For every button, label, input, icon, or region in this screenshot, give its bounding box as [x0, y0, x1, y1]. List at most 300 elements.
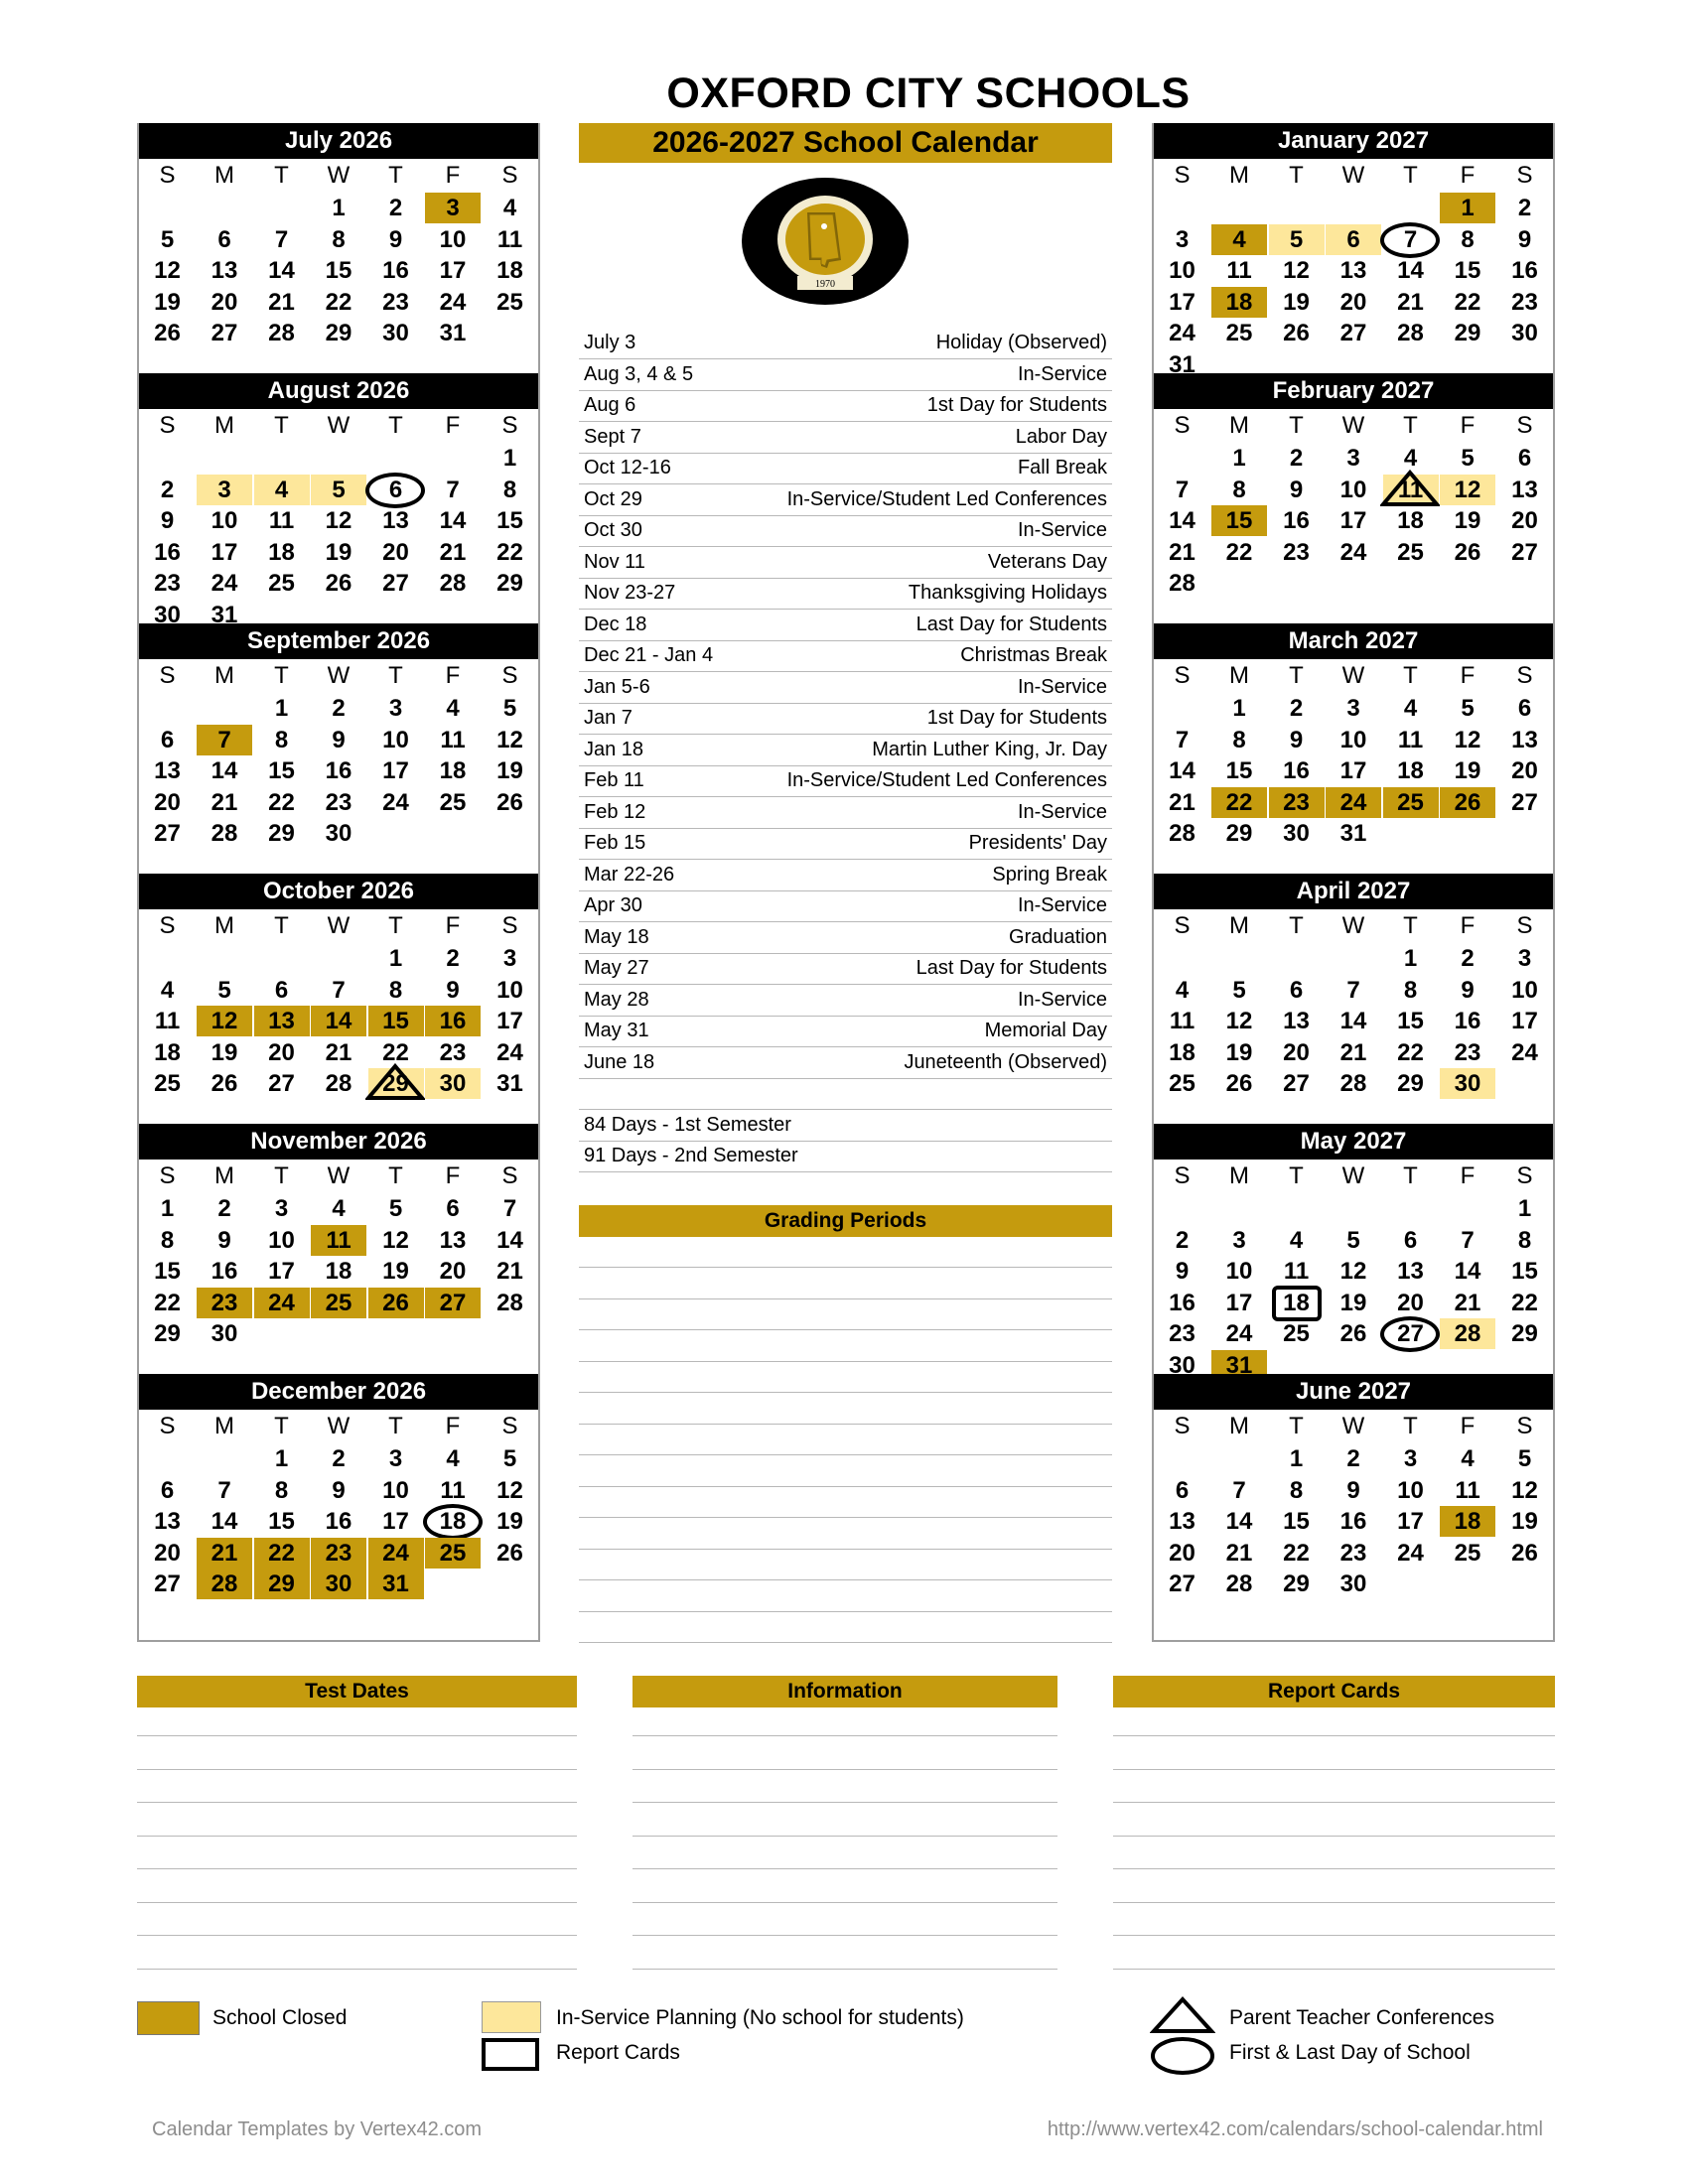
- day-number: 16: [1339, 1508, 1367, 1535]
- day-number: 30: [325, 820, 352, 847]
- calendar-day: [1383, 1475, 1439, 1506]
- calendar-day: [1211, 1569, 1267, 1599]
- day-number: 17: [1169, 288, 1196, 316]
- grading-period-line: [579, 1611, 1112, 1612]
- calendar-day: [254, 1193, 310, 1224]
- day-number: 30: [1283, 820, 1310, 847]
- day-number: 9: [160, 507, 175, 534]
- weekday-label: S: [501, 1413, 518, 1439]
- day-number: 24: [1339, 788, 1367, 816]
- calendar-day: [1497, 475, 1553, 505]
- weekday-label: W: [1341, 162, 1365, 189]
- day-number: 4: [332, 1195, 346, 1222]
- calendar-day: [483, 443, 538, 474]
- calendar-day: [254, 475, 310, 505]
- day-number: 27: [154, 1570, 181, 1597]
- day-number: 12: [1454, 726, 1481, 753]
- weekday-label: T: [1289, 662, 1304, 689]
- day-number: 20: [154, 1539, 181, 1567]
- day-number: 26: [1225, 1070, 1253, 1097]
- day-number: 17: [1511, 1008, 1538, 1034]
- month-header: March 2027: [1154, 623, 1553, 659]
- calendar-day: [1497, 255, 1553, 286]
- calendar-day: [311, 224, 366, 255]
- calendar-day: [311, 1506, 366, 1537]
- weekday-label: T: [1403, 162, 1418, 189]
- day-number: 30: [1169, 1351, 1196, 1379]
- calendar-day: [1269, 475, 1325, 505]
- calendar-day: [140, 1068, 196, 1099]
- event-date: Jan 18: [584, 738, 644, 760]
- day-number: 22: [496, 538, 523, 566]
- day-number: 1: [332, 195, 346, 221]
- day-number: 25: [496, 288, 523, 316]
- weekday-label: S: [159, 1162, 176, 1189]
- calendar-day: [1211, 725, 1267, 755]
- calendar-day: [1497, 1037, 1553, 1068]
- calendar-day: [1497, 1288, 1553, 1318]
- weekday-label: T: [1289, 1162, 1304, 1189]
- day-number: 14: [325, 1008, 352, 1034]
- day-number: 15: [325, 257, 352, 284]
- event-description: In-Service: [1017, 362, 1107, 385]
- day-number: 27: [1169, 1570, 1196, 1597]
- weekday-label: M: [1229, 162, 1249, 189]
- day-number: 19: [1454, 507, 1481, 534]
- calendar-day: [1440, 505, 1495, 536]
- calendar-day: [311, 1006, 366, 1036]
- legend-ptc-label: Parent Teacher Conferences: [1229, 2006, 1494, 2029]
- weekday-label: S: [1516, 662, 1533, 689]
- calendar-day: [140, 1256, 196, 1287]
- event-description: Presidents' Day: [968, 832, 1107, 854]
- weekday-label: T: [388, 412, 403, 439]
- calendar-day: [197, 1538, 252, 1569]
- day-number: 9: [332, 1476, 346, 1504]
- event-description: Martin Luther King, Jr. Day: [872, 738, 1107, 760]
- day-number: 26: [1511, 1539, 1538, 1567]
- weekday-label: T: [1289, 162, 1304, 189]
- calendar-day: [1326, 1037, 1381, 1068]
- event-description: In-Service: [1017, 800, 1107, 823]
- day-number: 29: [496, 570, 523, 597]
- calendar-day: [197, 1288, 252, 1318]
- day-number: 11: [440, 1476, 466, 1504]
- calendar-day: [1155, 1006, 1210, 1036]
- day-number: 25: [154, 1070, 181, 1097]
- calendar-day: [1326, 1318, 1381, 1349]
- weekday-label: T: [388, 912, 403, 939]
- day-number: 19: [1511, 1508, 1538, 1535]
- event-date: May 28: [584, 988, 649, 1011]
- calendar-day: [1269, 255, 1325, 286]
- day-number: 7: [1232, 1476, 1246, 1504]
- weekday-label: S: [501, 662, 518, 689]
- day-number: 19: [154, 288, 181, 316]
- day-number: 7: [274, 225, 289, 253]
- event-row: [579, 953, 1112, 985]
- event-date: July 3: [584, 332, 636, 353]
- calendar-day: [1440, 1037, 1495, 1068]
- day-number: 26: [496, 1539, 523, 1567]
- day-number: 15: [382, 1008, 409, 1034]
- report-cards-header: Report Cards: [1113, 1676, 1555, 1707]
- footer-url[interactable]: http://www.vertex42.com/calendars/school-calendar.html: [1047, 2118, 1543, 2140]
- day-number: 14: [1169, 757, 1196, 784]
- day-number: 6: [160, 1476, 175, 1504]
- day-number: 29: [1283, 1570, 1310, 1597]
- calendar-day: [1383, 318, 1439, 348]
- calendar-day: [311, 1225, 366, 1256]
- calendar-day: [1211, 1256, 1267, 1287]
- calendar-day: [483, 755, 538, 786]
- day-number: 1: [274, 1445, 289, 1472]
- event-row: [579, 1047, 1112, 1079]
- day-number: 8: [1403, 976, 1418, 1004]
- calendar-day: [1497, 1256, 1553, 1287]
- calendar-day: [1269, 1068, 1325, 1099]
- day-number: 17: [382, 757, 409, 784]
- day-number: 18: [325, 1258, 352, 1285]
- calendar-day: [1383, 1256, 1439, 1287]
- day-number: 30: [325, 1570, 352, 1597]
- day-number: 12: [496, 1476, 523, 1504]
- calendar-day: [1155, 818, 1210, 849]
- day-number: 14: [1397, 257, 1424, 284]
- weekday-label: T: [1403, 1413, 1418, 1439]
- calendar-day: [425, 1193, 481, 1224]
- calendar-day: [1155, 787, 1210, 818]
- calendar-day: [140, 224, 196, 255]
- day-number: 11: [1455, 1476, 1480, 1504]
- day-number: 16: [439, 1008, 467, 1034]
- calendar-day: [1211, 318, 1267, 348]
- day-number: 31: [496, 1070, 523, 1097]
- day-number: 3: [1346, 445, 1360, 472]
- day-number: 22: [268, 788, 295, 816]
- calendar-day: [1440, 975, 1495, 1006]
- day-number: 21: [211, 1539, 238, 1567]
- calendar-day: [1269, 287, 1325, 318]
- day-number: 13: [1339, 257, 1367, 284]
- day-number: 7: [217, 1476, 231, 1504]
- day-number: 7: [502, 1195, 517, 1222]
- weekday-label: M: [214, 412, 234, 439]
- event-date: Apr 30: [584, 894, 642, 916]
- day-number: 26: [154, 320, 181, 346]
- weekday-label: W: [327, 1413, 351, 1439]
- calendar-day: [254, 537, 310, 568]
- day-number: 5: [160, 225, 175, 253]
- calendar-day: [1211, 693, 1267, 724]
- calendar-day: [1269, 443, 1325, 474]
- event-row: [579, 640, 1112, 672]
- calendar-day: [254, 818, 310, 849]
- day-number: 21: [496, 1258, 523, 1285]
- day-number: 25: [325, 1289, 352, 1316]
- calendar-day: [368, 1256, 424, 1287]
- calendar-day: [197, 537, 252, 568]
- calendar-day: [1211, 1318, 1267, 1349]
- day-number: 25: [1397, 788, 1424, 816]
- calendar-day: [483, 1288, 538, 1318]
- event-date: Oct 29: [584, 487, 642, 510]
- grading-period-line: [579, 1329, 1112, 1330]
- section-line: [137, 1769, 577, 1770]
- day-number: 9: [388, 225, 403, 253]
- event-description: Fall Break: [1017, 457, 1107, 478]
- day-number: 20: [1511, 507, 1538, 534]
- day-number: 14: [268, 257, 295, 284]
- calendar-day: [254, 1443, 310, 1474]
- legend-school-closed-label: School Closed: [212, 2006, 348, 2029]
- calendar-day: [1326, 693, 1381, 724]
- day-number: 24: [382, 788, 409, 816]
- calendar-day: [368, 787, 424, 818]
- day-number: 6: [1517, 445, 1532, 472]
- day-number: 13: [1283, 1008, 1310, 1034]
- event-date: Mar 22-26: [584, 863, 675, 886]
- day-number: 31: [1169, 350, 1196, 378]
- event-date: 91 Days - 2nd Semester: [584, 1145, 798, 1166]
- day-number: 15: [1225, 507, 1253, 534]
- calendar-day: [197, 725, 252, 755]
- calendar-day: [1497, 787, 1553, 818]
- weekday-label: T: [1289, 912, 1304, 939]
- calendar-day: [1383, 505, 1439, 536]
- calendar-day: [368, 725, 424, 755]
- day-number: 12: [1225, 1008, 1253, 1034]
- day-number: 7: [217, 726, 231, 753]
- day-number: 8: [274, 1476, 289, 1504]
- calendar-day: [1269, 755, 1325, 786]
- calendar-day: [254, 1288, 310, 1318]
- calendar-day: [1440, 755, 1495, 786]
- calendar-day: [254, 755, 310, 786]
- calendar-day: [140, 1006, 196, 1036]
- calendar-day: [1497, 1318, 1553, 1349]
- calendar-day: [1211, 755, 1267, 786]
- calendar-day: [1383, 1538, 1439, 1569]
- event-date: Dec 18: [584, 613, 647, 635]
- day-number: 17: [1225, 1289, 1253, 1316]
- calendar-day: [1497, 755, 1553, 786]
- calendar-day: [1326, 1068, 1381, 1099]
- calendar-day: [483, 255, 538, 286]
- calendar-day: [311, 693, 366, 724]
- day-number: 6: [1517, 695, 1532, 722]
- weekday-label: S: [1174, 912, 1191, 939]
- calendar-day: [368, 1538, 424, 1569]
- day-number: 29: [382, 1070, 409, 1097]
- calendar-day: [197, 318, 252, 348]
- day-number: 7: [1346, 976, 1360, 1004]
- calendar-day: [197, 1318, 252, 1349]
- event-row: [579, 890, 1112, 922]
- calendar-day: [254, 568, 310, 599]
- calendar-day: [1497, 975, 1553, 1006]
- day-number: 7: [446, 476, 460, 503]
- day-number: 25: [1283, 1320, 1310, 1347]
- day-number: 3: [217, 476, 231, 503]
- calendar-day: [254, 318, 310, 348]
- calendar-day: [1211, 1225, 1267, 1256]
- day-number: 29: [1225, 820, 1253, 847]
- weekday-label: M: [214, 1162, 234, 1189]
- day-number: 31: [1225, 1351, 1253, 1379]
- calendar-day: [140, 568, 196, 599]
- day-number: 26: [211, 1070, 238, 1097]
- day-number: 1: [1403, 945, 1418, 972]
- calendar-day: [368, 1443, 424, 1474]
- calendar-day: [1155, 255, 1210, 286]
- weekday-label: T: [1403, 912, 1418, 939]
- calendar-day: [1383, 1288, 1439, 1318]
- event-date: Jan 7: [584, 707, 633, 729]
- calendar-day: [1440, 725, 1495, 755]
- day-number: 7: [1175, 726, 1190, 753]
- weekday-label: F: [445, 1162, 461, 1189]
- calendar-day: [368, 1193, 424, 1224]
- calendar-day: [368, 1006, 424, 1036]
- calendar-day: [254, 255, 310, 286]
- calendar-day: [425, 193, 481, 223]
- day-number: 5: [217, 976, 231, 1004]
- day-number: 22: [382, 1038, 409, 1066]
- calendar-day: [1269, 1006, 1325, 1036]
- section-line: [1113, 1836, 1555, 1837]
- day-number: 13: [154, 1508, 181, 1535]
- day-number: 12: [1283, 257, 1310, 284]
- day-number: 11: [1397, 726, 1424, 753]
- calendar-day: [1211, 475, 1267, 505]
- day-number: 12: [1339, 1258, 1367, 1285]
- calendar-day: [483, 193, 538, 223]
- calendar-day: [197, 1475, 252, 1506]
- calendar-day: [1269, 818, 1325, 849]
- day-number: 13: [1511, 476, 1538, 503]
- weekday-label: S: [1516, 162, 1533, 189]
- calendar-day: [140, 1193, 196, 1224]
- day-number: 26: [1454, 788, 1481, 816]
- calendar-day: [254, 1225, 310, 1256]
- section-line: [1113, 1868, 1555, 1869]
- day-number: 28: [211, 820, 238, 847]
- day-number: 12: [496, 726, 523, 753]
- day-number: 18: [439, 1508, 467, 1535]
- day-number: 4: [160, 976, 175, 1004]
- event-description: In-Service: [1017, 675, 1107, 698]
- section-line: [633, 1969, 1057, 1970]
- event-row: [579, 828, 1112, 860]
- day-number: 3: [388, 695, 403, 722]
- event-description: Graduation: [1009, 925, 1107, 948]
- calendar-day: [311, 1256, 366, 1287]
- information-header: Information: [633, 1676, 1057, 1707]
- day-number: 22: [1454, 288, 1481, 316]
- calendar-day: [1497, 287, 1553, 318]
- day-number: 2: [388, 195, 403, 221]
- day-number: 14: [1339, 1008, 1367, 1034]
- event-description: 1st Day for Students: [926, 707, 1107, 729]
- calendar-day: [140, 475, 196, 505]
- calendar-day: [311, 568, 366, 599]
- calendar-day: [1211, 255, 1267, 286]
- day-number: 12: [211, 1008, 238, 1034]
- calendar-day: [1211, 1068, 1267, 1099]
- day-number: 28: [1339, 1070, 1367, 1097]
- day-number: 19: [325, 538, 352, 566]
- calendar-day: [140, 1569, 196, 1599]
- day-number: 21: [1454, 1289, 1481, 1316]
- day-number: 16: [1283, 757, 1310, 784]
- weekday-label: W: [327, 912, 351, 939]
- day-number: 13: [439, 1226, 467, 1254]
- day-number: 13: [154, 757, 181, 784]
- grading-periods-header: Grading Periods: [579, 1205, 1112, 1237]
- calendar-day: [1211, 975, 1267, 1006]
- calendar-day: [1440, 224, 1495, 255]
- calendar-day: [1440, 318, 1495, 348]
- weekday-label: W: [1341, 1162, 1365, 1189]
- event-row: [579, 1078, 1112, 1110]
- calendar-day: [1269, 1256, 1325, 1287]
- event-date: May 27: [584, 957, 649, 979]
- day-number: 8: [274, 726, 289, 753]
- day-number: 28: [1225, 1570, 1253, 1597]
- weekday-label: S: [1174, 162, 1191, 189]
- calendar-day: [1383, 1443, 1439, 1474]
- calendar-day: [311, 1538, 366, 1569]
- calendar-day: [1497, 1193, 1553, 1224]
- calendar-day: [483, 568, 538, 599]
- weekday-label: T: [274, 1162, 289, 1189]
- day-number: 25: [1225, 320, 1253, 346]
- calendar-day: [1440, 787, 1495, 818]
- section-line: [633, 1836, 1057, 1837]
- day-number: 28: [268, 320, 295, 346]
- day-number: 30: [439, 1070, 467, 1097]
- calendar-day: [1326, 818, 1381, 849]
- calendar-day: [1497, 224, 1553, 255]
- day-number: 24: [1169, 320, 1196, 346]
- day-number: 10: [1339, 726, 1367, 753]
- day-number: 14: [439, 507, 467, 534]
- day-number: 22: [1511, 1289, 1538, 1316]
- day-number: 28: [1169, 570, 1196, 597]
- day-number: 23: [211, 1289, 238, 1316]
- legend-report-cards-square-icon: [482, 2038, 539, 2071]
- calendar-day: [254, 1569, 310, 1599]
- day-number: 17: [1397, 1508, 1424, 1535]
- event-row: [579, 860, 1112, 891]
- event-description: Labor Day: [1015, 425, 1107, 448]
- day-number: 5: [1289, 225, 1304, 253]
- calendar-day: [368, 1569, 424, 1599]
- calendar-day: [1383, 537, 1439, 568]
- day-number: 9: [1461, 976, 1475, 1004]
- month-header: May 2027: [1154, 1124, 1553, 1160]
- day-number: 15: [496, 507, 523, 534]
- event-row: [579, 1016, 1112, 1047]
- calendar-day: [1383, 975, 1439, 1006]
- conference-triangle-icon: [365, 1063, 425, 1101]
- day-number: 12: [1454, 476, 1481, 503]
- weekday-label: S: [1174, 662, 1191, 689]
- calendar-day: [1383, 787, 1439, 818]
- day-number: 16: [325, 757, 352, 784]
- day-number: 22: [1283, 1539, 1310, 1567]
